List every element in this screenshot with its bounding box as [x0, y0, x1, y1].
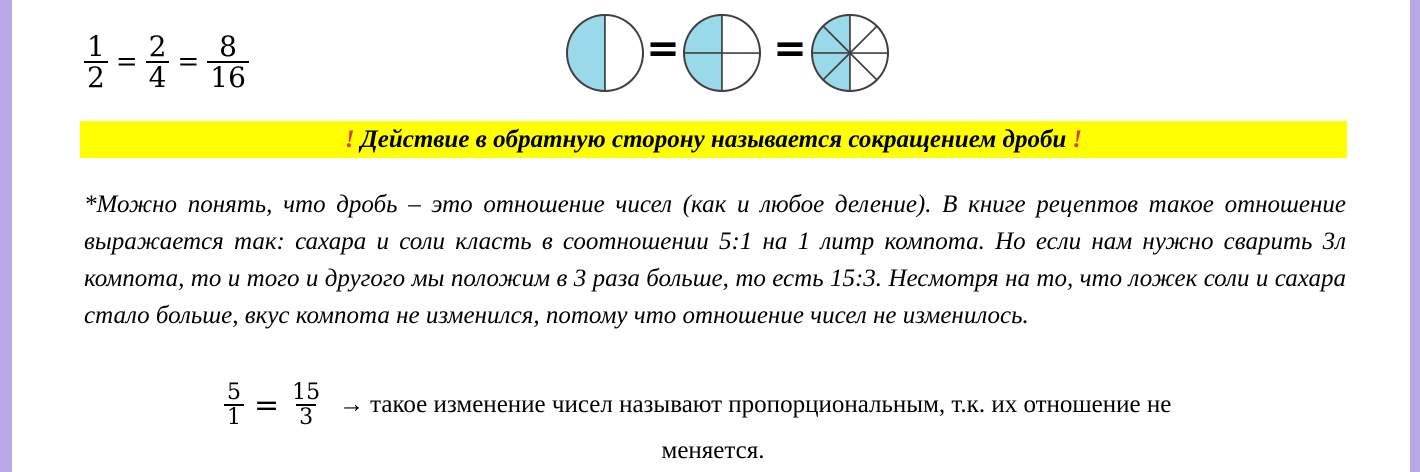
equals-sign: =	[254, 387, 280, 423]
denominator: 2	[84, 61, 108, 92]
equals-sign: =	[773, 26, 807, 72]
fraction	[224, 381, 244, 429]
banner-text: Действие в обратную сторону называется сокращением дроби	[360, 125, 1067, 153]
fraction-circle	[684, 15, 760, 91]
empty-sector	[605, 15, 643, 91]
arrow-icon: →	[339, 391, 365, 418]
numerator: 15	[292, 379, 321, 405]
denominator: 4	[146, 61, 170, 92]
numerator: 5	[227, 379, 241, 405]
page	[12, 0, 1410, 472]
equals-sign: =	[177, 47, 200, 77]
proportion-line	[222, 373, 1171, 437]
shaded-sector	[567, 15, 605, 91]
numerator: 2	[148, 29, 167, 63]
fraction-circle	[567, 15, 643, 91]
reduction-banner	[80, 121, 1347, 158]
fraction	[84, 29, 108, 94]
fraction-circles-diagram	[552, 12, 892, 94]
fraction	[289, 381, 323, 429]
numerator: 8	[219, 29, 237, 63]
denominator: 16	[207, 61, 249, 92]
exclamation-mark: !	[1072, 125, 1083, 153]
denominator: 3	[296, 404, 316, 429]
exclamation-mark: !	[344, 125, 355, 153]
numerator: 1	[87, 29, 105, 63]
proportion-continuation: меняется.	[661, 437, 765, 464]
fraction-equation	[82, 22, 251, 102]
equals-sign: =	[115, 47, 138, 77]
fraction	[207, 29, 249, 94]
fraction-circle	[812, 15, 888, 91]
denominator: 1	[224, 404, 244, 429]
proportion-text: такое изменение чисел называют пропорциональным, т.к. их отношение не	[370, 391, 1172, 418]
explanation-paragraph: *Можно понять, что дробь – это отношение чисел (как и любое деление). В книге рецептов такое отношение выражается так: сахара и соли класть в соотношении 5:1 на 1 литр компота. Но если нам нужно сварить 3л компота, то и того и другого мы положим в 3 раза больше, то есть 15:3. Несмотря на то, что ложек соли и сахара стало больше, вкус компота не изменился, потому что отношение чисел не изменилось.	[84, 191, 1346, 329]
fraction	[146, 29, 170, 94]
equals-sign: =	[646, 26, 680, 72]
